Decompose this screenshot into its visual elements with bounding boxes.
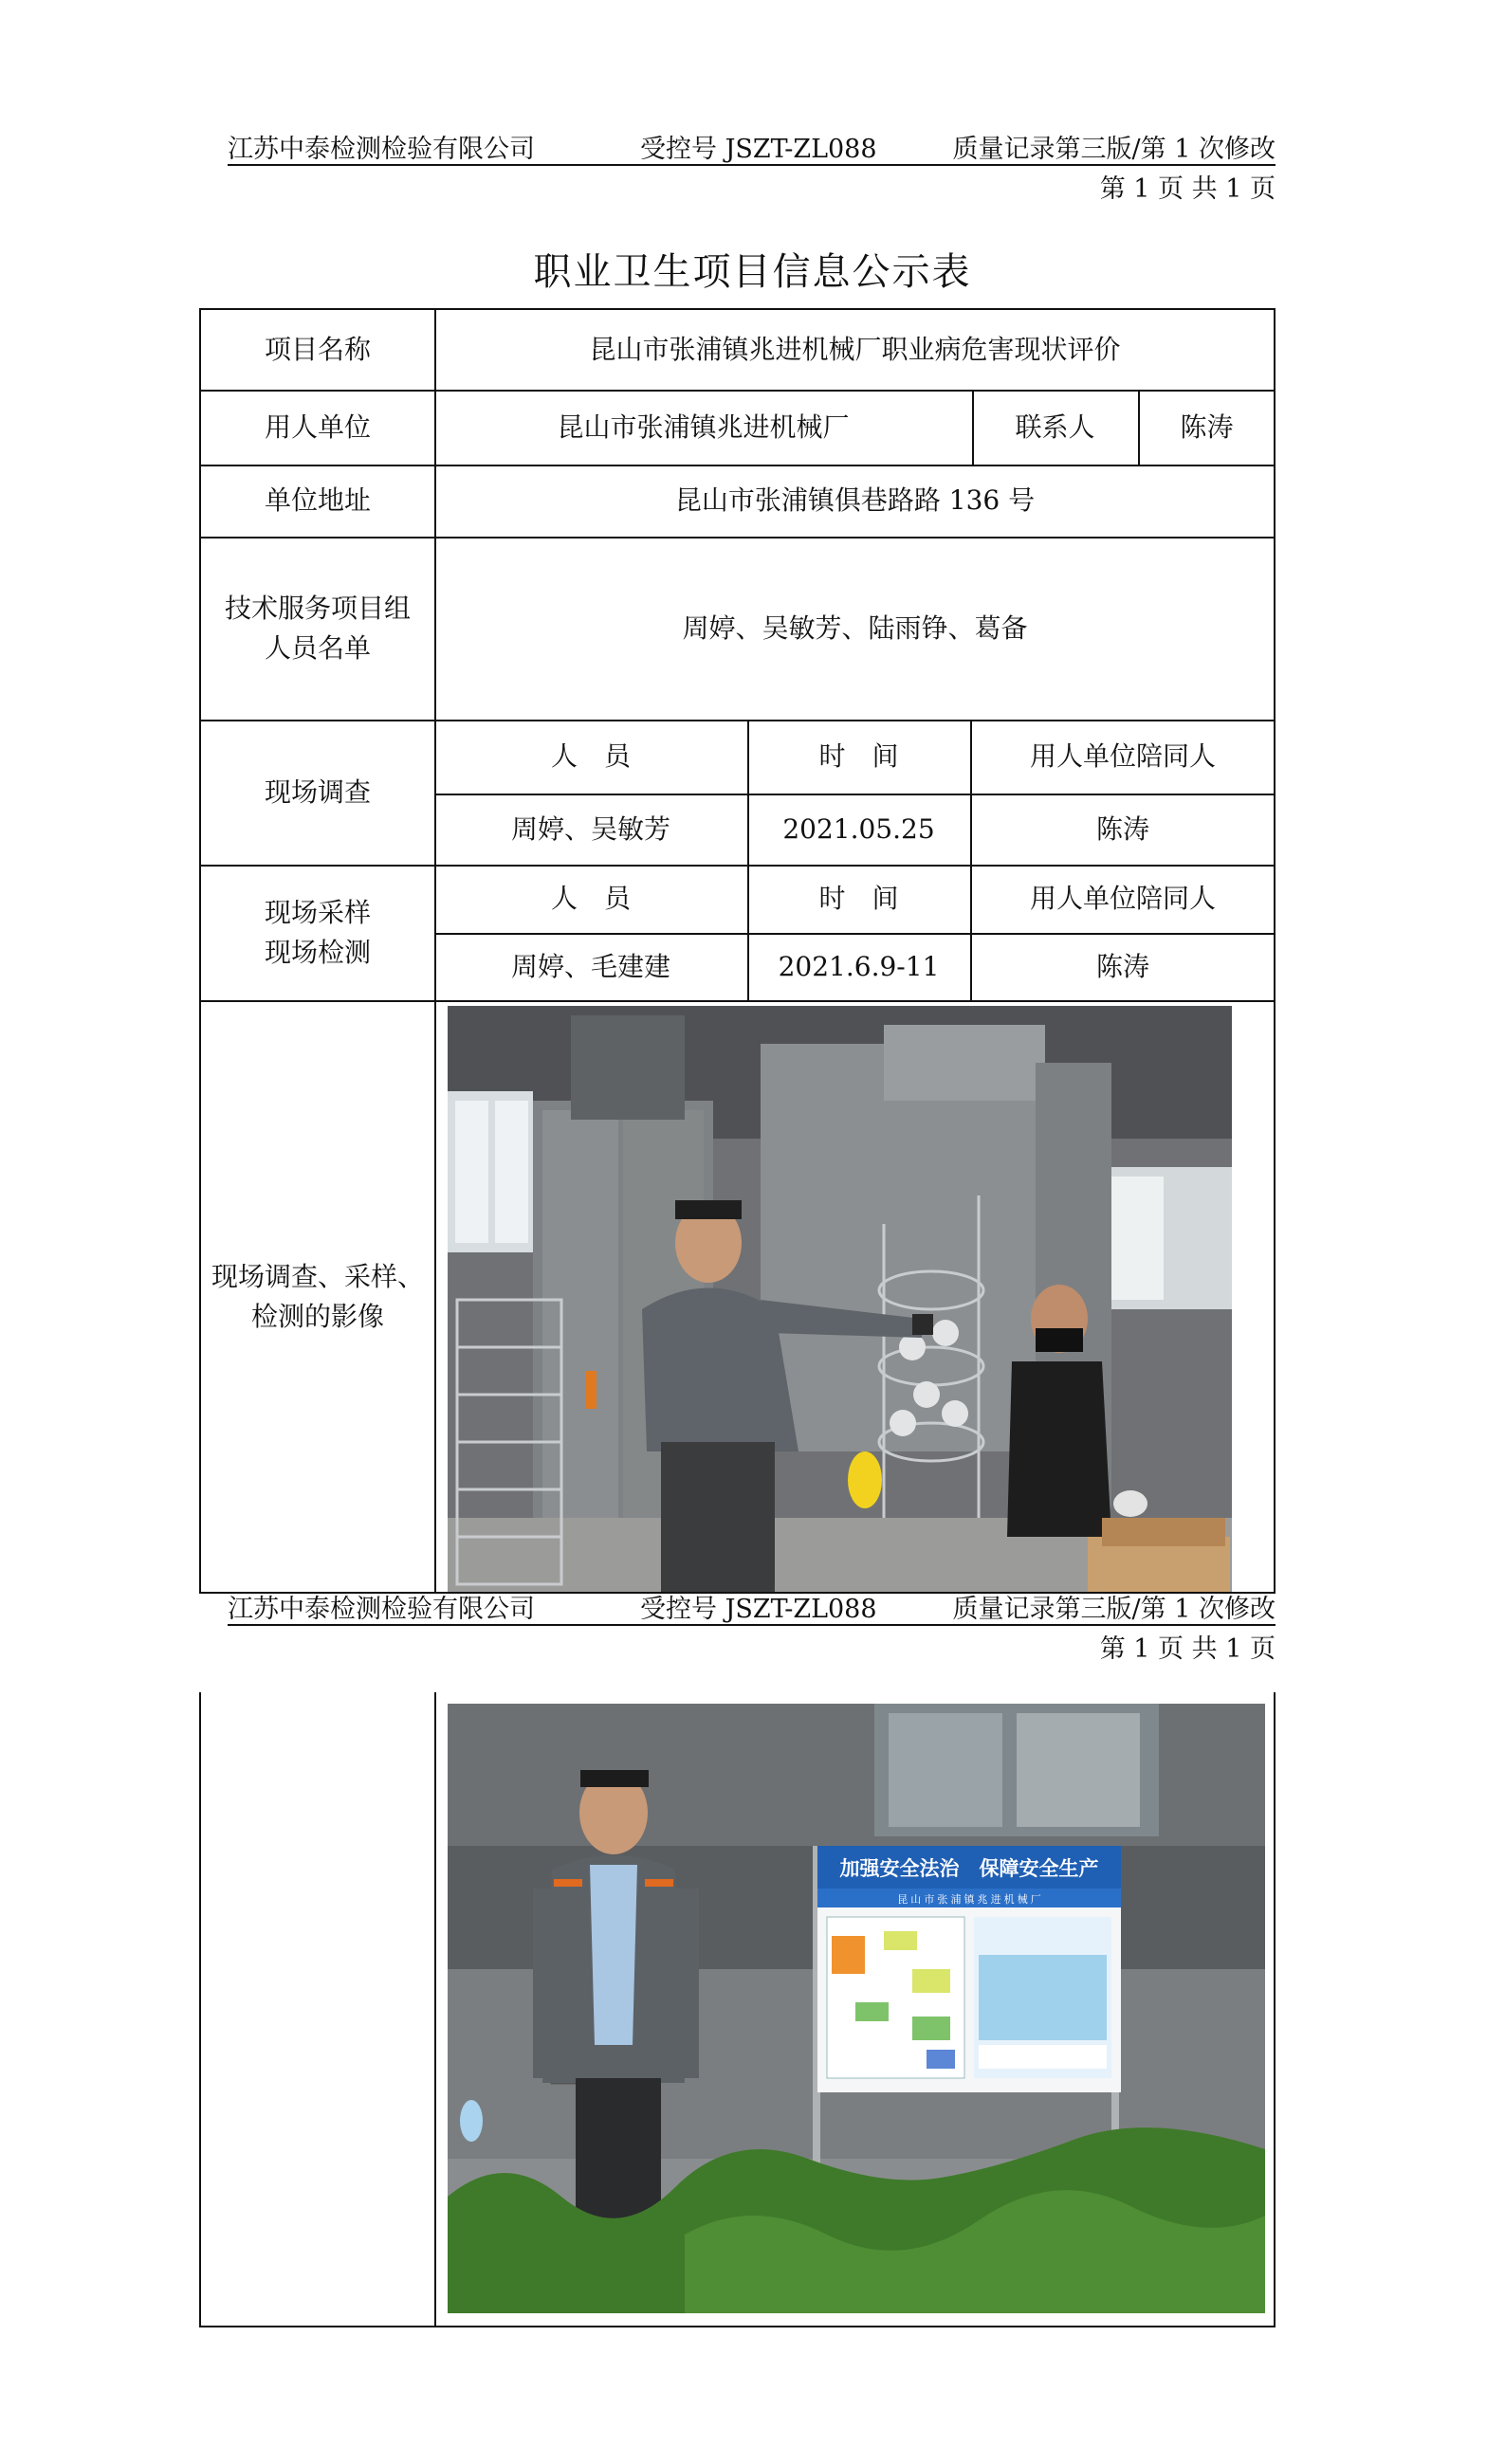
sampling-col-time: 时 间 <box>818 883 899 914</box>
team-label <box>201 537 434 720</box>
sign-headline: 加强安全法治 保障安全生产 <box>839 1858 1099 1880</box>
address-value: 昆山市张浦镇俱巷路路 136 号 <box>674 484 1036 516</box>
site-photo-workshop <box>448 1006 1232 1592</box>
sampling-personnel: 周婷、毛建建 <box>510 950 670 982</box>
info-table <box>199 308 1276 1594</box>
page2-number: 第 1 页 共 1 页 <box>1099 1634 1276 1664</box>
survey-col-time: 时 间 <box>818 740 899 772</box>
sampling-label-line1: 现场采样 <box>264 896 371 928</box>
header-company: 江苏中泰检测检验有限公司 <box>228 135 535 164</box>
survey-col-personnel: 人 员 <box>550 740 631 772</box>
images-label-line1: 现场调查、采样、 <box>211 1261 424 1292</box>
sampling-col-escort: 用人单位陪同人 <box>1029 883 1216 914</box>
header-control-number: 受控号 JSZT-ZL088 <box>640 1595 877 1624</box>
sign-subtitle: 昆 山 市 张 浦 镇 兆 进 机 械 厂 <box>897 1894 1041 1906</box>
sampling-label <box>201 865 434 1000</box>
employer-label: 用人单位 <box>264 411 371 443</box>
header-quality-record: 质量记录第三版/第 1 次修改 <box>952 135 1276 164</box>
info-table-continued <box>199 1692 1276 2327</box>
survey-time: 2021.05.25 <box>782 812 935 845</box>
sampling-time: 2021.6.9-11 <box>778 950 940 982</box>
sampling-col-personnel: 人 员 <box>550 883 631 914</box>
page2-header <box>228 1588 1276 1626</box>
survey-personnel: 周婷、吴敏芳 <box>510 812 670 845</box>
header-rule <box>228 164 1276 166</box>
contact-label: 联系人 <box>1015 411 1095 443</box>
workshop-photo-image <box>448 1006 1232 1592</box>
sampling-escort: 陈涛 <box>1095 950 1149 982</box>
page-title: 职业卫生项目信息公示表 <box>533 250 972 294</box>
team-label-line1: 技术服务项目组 <box>224 592 411 624</box>
team-label-line2: 人员名单 <box>264 631 371 664</box>
address-label: 单位地址 <box>264 484 371 516</box>
site-photo-safety-board <box>448 1704 1265 2313</box>
page-number: 第 1 页 共 1 页 <box>1099 174 1276 204</box>
header-rule <box>228 1624 1276 1626</box>
images-label <box>201 1000 434 1594</box>
page-header <box>228 128 1276 166</box>
project-name-value: 昆山市张浦镇兆进机械厂职业病危害现状评价 <box>589 334 1121 365</box>
project-name-label: 项目名称 <box>264 334 371 365</box>
contact-value: 陈涛 <box>1180 411 1234 443</box>
employer-value: 昆山市张浦镇兆进机械厂 <box>557 411 850 443</box>
team-value: 周婷、吴敏芳、陆雨铮、葛备 <box>682 611 1028 644</box>
survey-escort: 陈涛 <box>1095 812 1149 845</box>
header-control-number: 受控号 JSZT-ZL088 <box>640 135 877 164</box>
sampling-label-line2: 现场检测 <box>264 936 371 968</box>
col-divider <box>434 1692 436 2326</box>
safety-board-photo-image <box>448 1704 1265 2313</box>
images-label-line2: 检测的影像 <box>250 1301 384 1332</box>
survey-col-escort: 用人单位陪同人 <box>1029 740 1216 772</box>
header-company: 江苏中泰检测检验有限公司 <box>228 1595 535 1624</box>
header-quality-record: 质量记录第三版/第 1 次修改 <box>952 1595 1276 1624</box>
survey-label: 现场调查 <box>264 776 371 808</box>
